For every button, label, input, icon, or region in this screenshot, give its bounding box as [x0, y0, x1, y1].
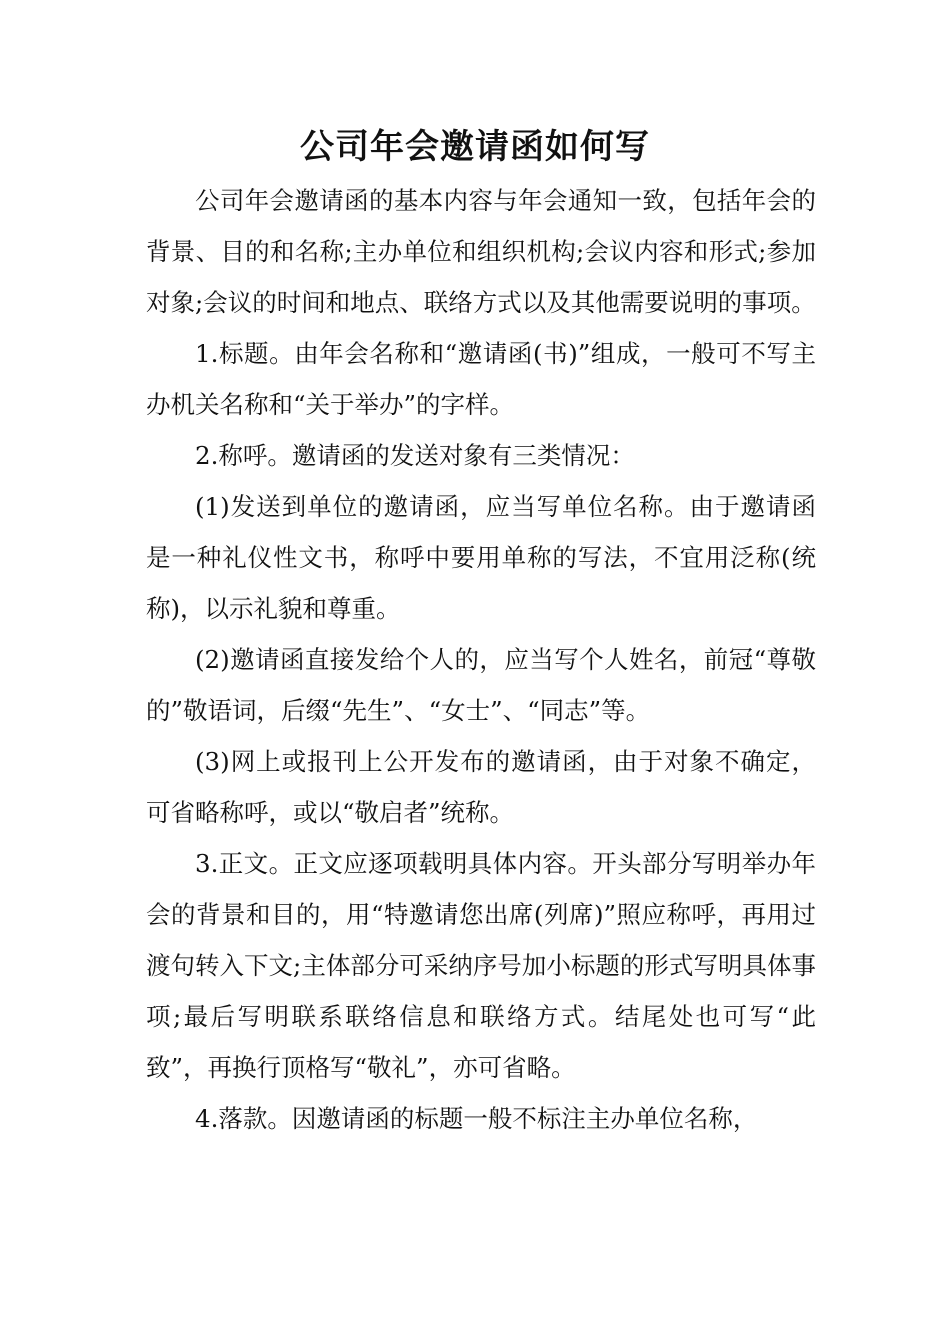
paragraph-salutation-individual: (2)邀请函直接发给个人的，应当写个人姓名，前冠“尊敬的”敬语词，后缀“先生”、“女士”、“同志”等。	[146, 645, 816, 725]
document-body	[146, 175, 816, 1144]
paragraph-intro: 公司年会邀请函的基本内容与年会通知一致，包括年会的背景、目的和名称;主办单位和组织机构;会议内容和形式;参加对象;会议的时间和地点、联络方式以及其他需要说明的事项。	[146, 186, 816, 317]
document-title: 公司年会邀请函如何写	[300, 127, 650, 167]
paragraph-body-section: 3.正文。正文应逐项载明具体内容。开头部分写明举办年会的背景和目的，用“特邀请您出席(列席)”照应称呼，再用过渡句转入下文;主体部分可采纳序号加小标题的形式写明具体事项;最后写明联系联络信息和联络方式。结尾处也可写“此致”，再换行顶格写“敬礼”，亦可省略。	[146, 849, 816, 1082]
paragraph-signature-section: 4.落款。因邀请函的标题一般不标注主办单位名称，	[195, 1104, 758, 1133]
paragraph-salutation-section: 2.称呼。邀请函的发送对象有三类情况：	[195, 441, 635, 470]
paragraph-title-section: 1.标题。由年会名称和“邀请函(书)”组成，一般可不写主办机关名称和“关于举办”的字样。	[146, 339, 816, 419]
paragraph-salutation-public: (3)网上或报刊上公开发布的邀请函，由于对象不确定，可省略称呼，或以“敬启者”统称。	[146, 747, 816, 827]
paragraph-salutation-unit: (1)发送到单位的邀请函，应当写单位名称。由于邀请函是一种礼仪性文书，称呼中要用单称的写法，不宜用泛称(统称)，以示礼貌和尊重。	[146, 492, 816, 623]
